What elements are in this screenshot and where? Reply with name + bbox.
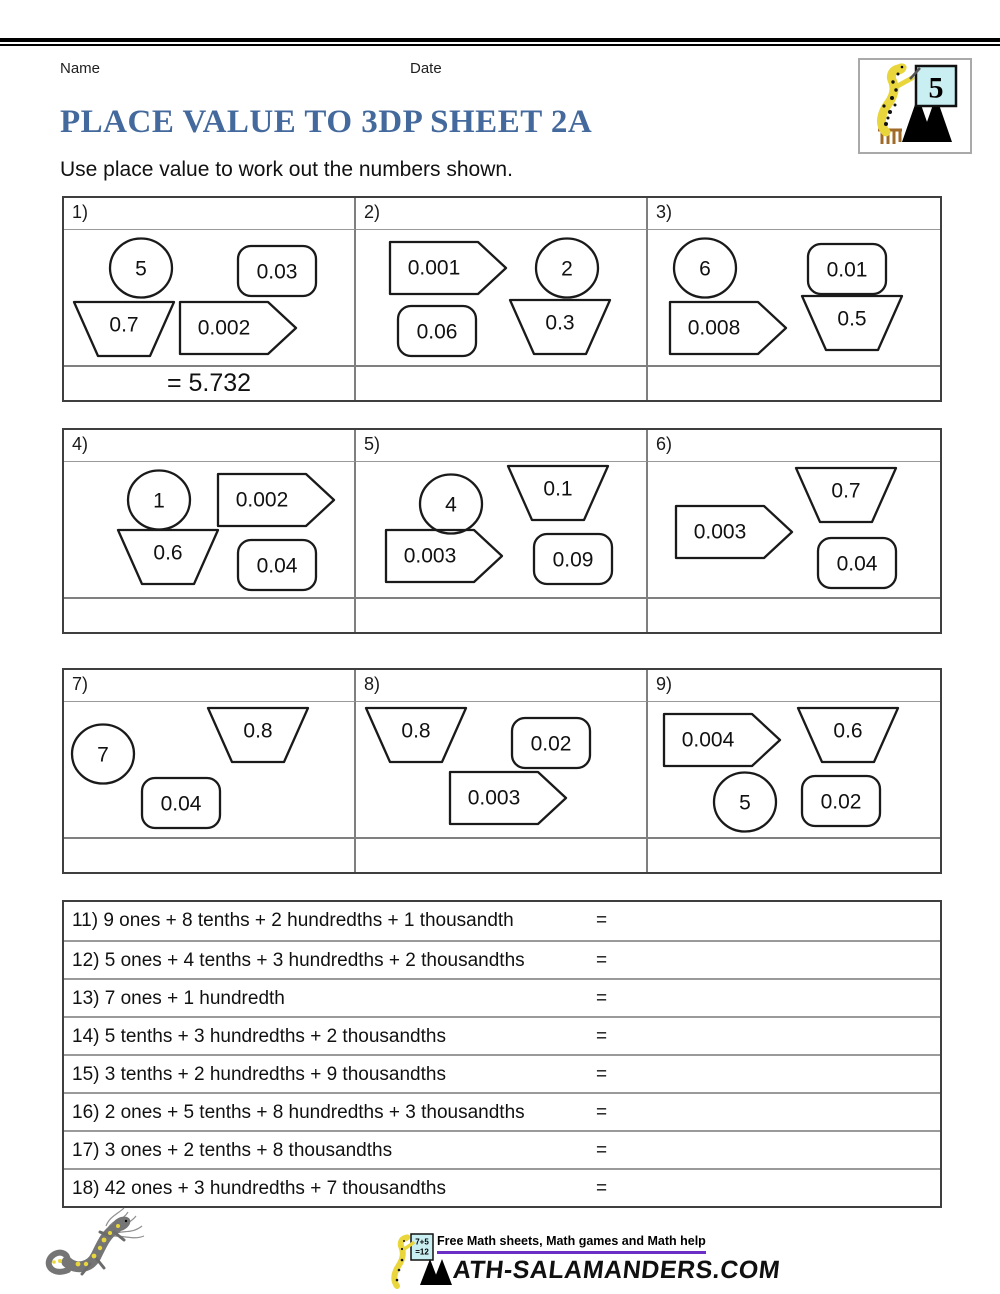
- problem-3-shapes-area: [648, 230, 940, 365]
- word-problem-row-15: [64, 1054, 940, 1092]
- problems-table-row-2: [62, 428, 942, 634]
- word-problem-row-17: [64, 1130, 940, 1168]
- svg-text:0.002: 0.002: [197, 316, 251, 340]
- problem-2-answer-cell: [356, 365, 648, 400]
- problem-8-answer-cell: [356, 837, 648, 872]
- equals-sign: =: [596, 1178, 608, 1199]
- svg-text:0.001: 0.001: [407, 256, 461, 280]
- svg-text:4: 4: [445, 493, 457, 517]
- svg-text:1: 1: [153, 489, 165, 513]
- svg-text:0.004: 0.004: [681, 728, 735, 752]
- math-salamanders-badge: [858, 58, 972, 154]
- svg-text:0.5: 0.5: [837, 307, 867, 331]
- equals-sign: =: [596, 1140, 608, 1161]
- trapezoid-value-shape: [116, 528, 220, 591]
- word-problem-row-11: [64, 902, 940, 940]
- trapezoid-value-shape: [364, 706, 468, 769]
- problem-4-answer-cell: [64, 597, 356, 632]
- circle-value-shape: [108, 236, 174, 305]
- pentagon-value-shape: [216, 472, 336, 533]
- svg-text:0.06: 0.06: [416, 320, 458, 344]
- trapezoid-value-shape: [794, 466, 898, 529]
- word-problem-text: 16) 2 ones + 5 tenths + 8 hundredths + 3 thousandths: [72, 1102, 525, 1123]
- equals-sign: =: [596, 910, 608, 931]
- rounded-rect-value-shape: [236, 244, 318, 303]
- svg-text:0.03: 0.03: [256, 260, 298, 284]
- svg-text:0.8: 0.8: [243, 719, 273, 743]
- salamander-illustration: [38, 1206, 160, 1292]
- svg-text:0.003: 0.003: [467, 786, 521, 810]
- problem-3-label: 3): [648, 198, 940, 230]
- svg-text:0.01: 0.01: [826, 258, 868, 282]
- svg-text:0.1: 0.1: [543, 477, 573, 501]
- word-problem-text: 11) 9 ones + 8 tenths + 2 hundredths + 1 thousandth: [72, 910, 514, 931]
- svg-text:0.04: 0.04: [160, 792, 202, 816]
- circle-value-shape: [672, 236, 738, 305]
- rounded-rect-value-shape: [806, 242, 888, 301]
- rounded-rect-value-shape: [396, 304, 478, 363]
- site-wordmark: [419, 1256, 780, 1285]
- trapezoid-value-shape: [796, 706, 900, 769]
- word-problem-text: 18) 42 ones + 3 hundredths + 7 thousandths: [72, 1178, 446, 1199]
- problem-7-answer-cell: [64, 837, 356, 872]
- badge-graphic: [860, 60, 966, 148]
- svg-text:0.008: 0.008: [687, 316, 741, 340]
- circle-value-shape: [534, 236, 600, 305]
- top-double-rule: [0, 38, 1000, 46]
- svg-text:0.09: 0.09: [552, 548, 594, 572]
- rounded-rect-value-shape: [532, 532, 614, 591]
- rounded-rect-value-shape: [140, 776, 222, 835]
- rounded-rect-value-shape: [816, 536, 898, 595]
- name-label: Name: [60, 60, 101, 77]
- site-logo: [385, 1232, 782, 1292]
- equals-sign: =: [596, 1102, 608, 1123]
- svg-text:0.3: 0.3: [545, 311, 575, 335]
- problem-6-answer-cell: [648, 597, 940, 632]
- problem-1-label: 1): [64, 198, 356, 230]
- problem-5-label: 5): [356, 430, 648, 462]
- svg-text:0.7: 0.7: [831, 479, 861, 503]
- word-problems-table: [62, 900, 942, 1208]
- problem-9-label: 9): [648, 670, 940, 702]
- word-problem-row-12: [64, 940, 940, 978]
- badge-number-glyph: 5: [928, 71, 944, 105]
- rounded-rect-value-shape: [800, 774, 882, 833]
- word-problem-text: 12) 5 ones + 4 tenths + 3 hundredths + 2 thousandths: [72, 950, 525, 971]
- svg-text:5: 5: [135, 257, 147, 281]
- word-problem-row-14: [64, 1016, 940, 1054]
- problem-5-shapes-area: [356, 462, 648, 597]
- word-problem-text: 17) 3 ones + 2 tenths + 8 thousandths: [72, 1140, 393, 1161]
- pentagon-value-shape: [668, 300, 788, 361]
- pentagon-value-shape: [178, 300, 298, 361]
- equals-sign: =: [596, 1064, 608, 1085]
- problem-1-answer-cell: = 5.732: [64, 365, 356, 400]
- trapezoid-value-shape: [72, 300, 176, 363]
- pentagon-value-shape: [448, 770, 568, 831]
- problem-9-shapes-area: [648, 702, 940, 837]
- trapezoid-value-shape: [206, 706, 310, 769]
- word-problem-row-16: [64, 1092, 940, 1130]
- site-tagline: Free Math sheets, Math games and Math help: [437, 1234, 706, 1254]
- word-problem-row-13: [64, 978, 940, 1016]
- svg-text:0.02: 0.02: [820, 790, 862, 814]
- pentagon-value-shape: [388, 240, 508, 301]
- svg-text:0.003: 0.003: [693, 520, 747, 544]
- svg-text:0.02: 0.02: [530, 732, 572, 756]
- svg-text:0.003: 0.003: [403, 544, 457, 568]
- problems-table-row-3: [62, 668, 942, 874]
- svg-text:0.6: 0.6: [153, 541, 183, 565]
- word-problem-row-18: [64, 1168, 940, 1206]
- problem-3-answer-cell: [648, 365, 940, 400]
- problem-7-shapes-area: [64, 702, 356, 837]
- problem-6-shapes-area: [648, 462, 940, 597]
- trapezoid-value-shape: [506, 464, 610, 527]
- problem-4-shapes-area: [64, 462, 356, 597]
- pentagon-value-shape: [662, 712, 782, 773]
- svg-text:5: 5: [739, 791, 751, 815]
- svg-text:=12: =12: [415, 1247, 429, 1257]
- svg-text:0.04: 0.04: [256, 554, 298, 578]
- problems-table-row-1: [62, 196, 942, 402]
- equals-sign: =: [596, 1026, 608, 1047]
- equals-sign: =: [596, 950, 608, 971]
- svg-text:7: 7: [97, 743, 109, 767]
- site-name-text: ATH-SALAMANDERS.COM: [451, 1256, 782, 1284]
- svg-text:0.7: 0.7: [109, 313, 139, 337]
- trapezoid-value-shape: [508, 298, 612, 361]
- word-problem-text: 14) 5 tenths + 3 hundredths + 2 thousandths: [72, 1026, 446, 1047]
- equals-sign: =: [596, 988, 608, 1009]
- problem-8-label: 8): [356, 670, 648, 702]
- rounded-rect-value-shape: [236, 538, 318, 597]
- svg-text:7+5: 7+5: [415, 1237, 429, 1247]
- word-problem-text: 15) 3 tenths + 2 hundredths + 9 thousandths: [72, 1064, 446, 1085]
- circle-value-shape: [126, 468, 192, 537]
- problem-8-shapes-area: [356, 702, 648, 837]
- svg-text:2: 2: [561, 257, 573, 281]
- circle-value-shape: [70, 722, 136, 791]
- pentagon-value-shape: [384, 528, 504, 589]
- page-title: PLACE VALUE TO 3DP SHEET 2A: [60, 104, 593, 140]
- problem-9-answer-cell: [648, 837, 940, 872]
- trapezoid-value-shape: [800, 294, 904, 357]
- problem-1-shapes-area: [64, 230, 356, 365]
- problem-2-label: 2): [356, 198, 648, 230]
- svg-text:0.04: 0.04: [836, 552, 878, 576]
- svg-text:0.8: 0.8: [401, 719, 431, 743]
- rounded-rect-value-shape: [510, 716, 592, 775]
- pentagon-value-shape: [674, 504, 794, 565]
- svg-text:6: 6: [699, 257, 711, 281]
- problem-6-label: 6): [648, 430, 940, 462]
- m-logo-icon: [419, 1257, 453, 1285]
- problem-7-label: 7): [64, 670, 356, 702]
- instruction-text: Use place value to work out the numbers shown.: [60, 158, 513, 181]
- svg-text:0.6: 0.6: [833, 719, 863, 743]
- circle-value-shape: [712, 770, 778, 837]
- svg-text:0.002: 0.002: [235, 488, 289, 512]
- problem-4-label: 4): [64, 430, 356, 462]
- problem-2-shapes-area: [356, 230, 648, 365]
- date-label: Date: [410, 60, 442, 77]
- problem-5-answer-cell: [356, 597, 648, 632]
- word-problem-text: 13) 7 ones + 1 hundredth: [72, 988, 285, 1009]
